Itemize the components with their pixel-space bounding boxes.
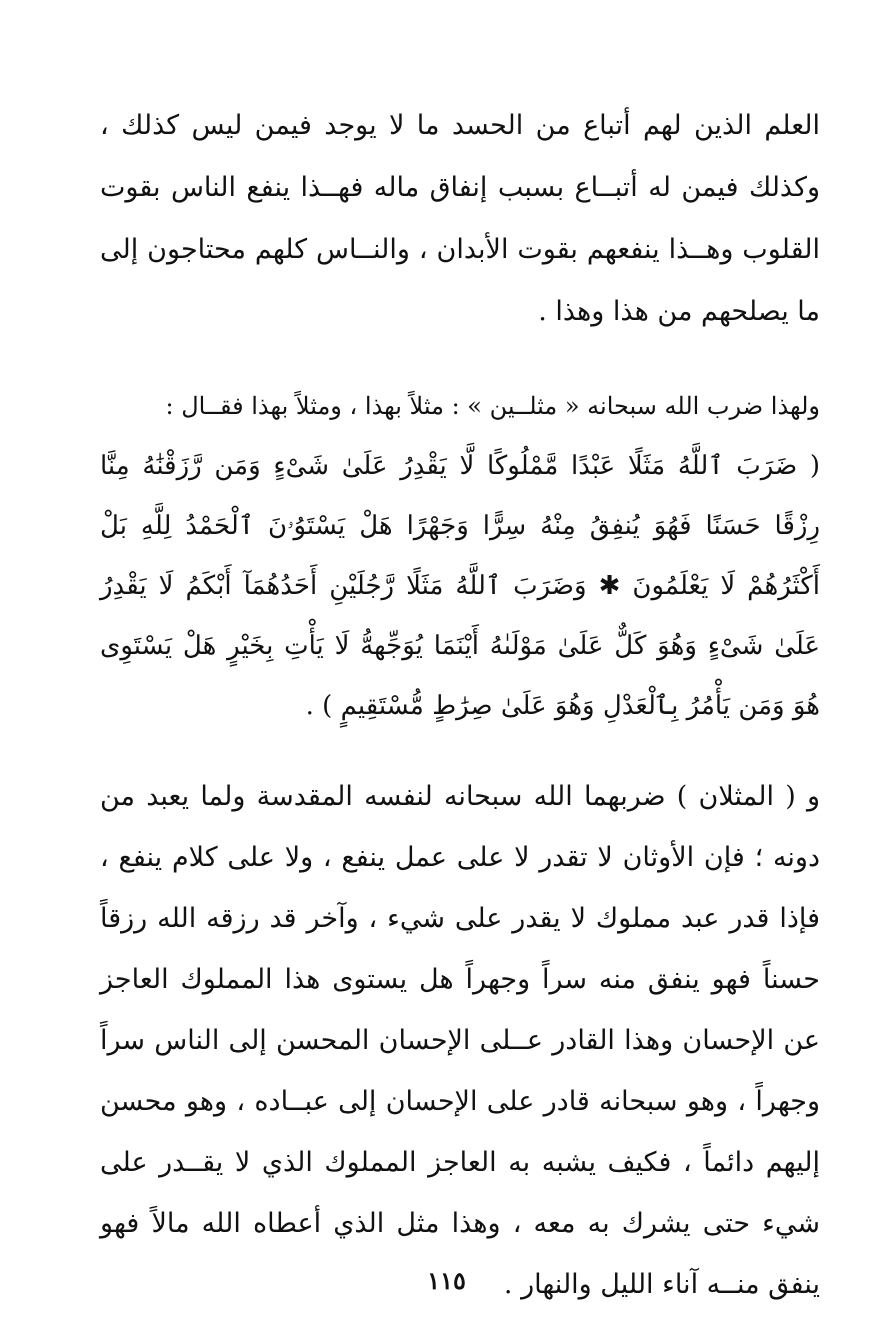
paragraph-2 [100, 376, 820, 736]
page-number: ١١٥ [427, 1266, 466, 1295]
quran-verse: ( ضَرَبَ ٱللَّهُ مَثَلًا عَبْدًا مَّمْلُوكًا لَّا يَقْدِرُ عَلَىٰ شَىْءٍ وَمَن رَّزَقْنَٰهُ مِنَّا رِزْقًا حَسَنًا فَهُوَ يُنفِقُ مِنْهُ سِرًّا وَجَهْرًا هَلْ يَسْتَوُۥنَ ٱلْحَمْدُ لِلَّهِ بَلْ أَكْثَرُهُمْ لَا يَعْلَمُونَ ✱ وَضَرَبَ ٱللَّهُ مَثَلًا رَّجُلَيْنِ أَحَدُهُمَآ أَبْكَمُ لَا يَقْدِرُ عَلَىٰ شَىْءٍ وَهُوَ كَلٌّ عَلَىٰ مَوْلَىٰهُ أَيْنَمَا يُوَجِّههُّ لَا يَأْتِ بِخَيْرٍ هَلْ يَسْتَوِى هُوَ وَمَن يَأْمُرُ بِٱلْعَدْلِ وَهُوَ عَلَىٰ صِرَٰطٍ مُّسْتَقِيمٍ ) . [100, 451, 820, 721]
paragraph-1: العلم الذين لهم أتباع من الحسد ما لا يوجد فيمن ليس كذلك ، وكذلك فيمن له أتبــاع بسبب إنفاق ماله فهــذا ينفع الناس بقوت القلوب وهــذا ينفعهم بقوت الأبدان ، والنــاس كلهم محتاجون إلى ما يصلحهم من هذا وهذا . [100, 110, 820, 327]
paragraph-3: و ( المثلان ) ضربهما الله سبحانه لنفسه المقدسة ولما يعبد من دونه ؛ فإن الأوثان لا تقدر لا على عمل ينفع ، ولا على كلام ينفع ، فإذا قدر عبد مملوك لا يقدر على شيء ، وآخر قد رزقه الله رزقاً حسناً فهو ينفق منه سراً وجهراً هل يستوى هذا المملوك العاجز عن الإحسان وهذا القادر عــلى الإحسان المحسن إلى الناس سراً وجهراً ، وهو سبحانه قادر على الإحسان إلى عبــاده ، وهو محسن إليهم دائماً ، فكيف يشبه به العاجز المملوك الذي لا يقــدر على شيء حتى يشرك به معه ، وهذا مثل الذي أعطاه الله مالاً فهو ينفق منــه آناء الليل والنهار . [100, 781, 820, 1300]
paragraph-2-intro: ولهذا ضرب الله سبحانه « مثلــين » : مثلاً بهذا ، ومثلاً بهذا فقــال : [165, 392, 820, 420]
